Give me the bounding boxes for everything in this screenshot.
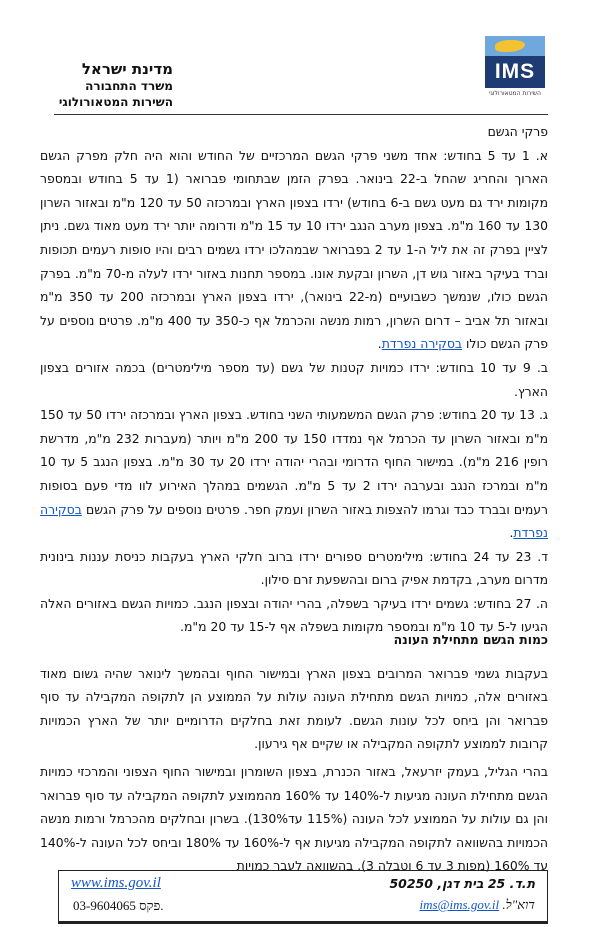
ims-logo [485, 36, 545, 98]
list-marker: ד. [537, 548, 548, 564]
list-item [40, 144, 548, 356]
letterhead-service: השירות המטאורולוגי [58, 95, 173, 109]
logo-map-graphic [485, 36, 545, 56]
email-line [420, 897, 536, 913]
postal-address: ת.ד. 25 בית דגן, 50250 [389, 876, 535, 891]
list-item-tail: . [509, 525, 514, 541]
section-title: פרקי הגשם [487, 124, 548, 139]
fax-label: פקס. [139, 898, 164, 913]
list-marker: ג. [538, 407, 548, 423]
separate-review-link[interactable]: בסקירה נפרדת [381, 336, 463, 352]
paragraph: בהרי הגליל, בעמק יזרעאל, באזור הכנרת, בצפון השומרון ובמישור החוף הצפוני והמרכזי כמויות הגשם מתחילת העונה מגיעות ל-140% עד 160% מהממוצע לתקופה המקבילה עד סוף פברואר והן גם עולות על הממוצע לכל העונה (115% עד130%). בשרון ובחלקים מהכרמל ורמות מנשה הכמויות בהשוואה לתקופה המקבילה מגיעות אף ל-160% עד 180% וביחס לכל העונה ל-140% עד 160% (מפות 3 עד 6 וטבלה 3). בהשוואה לעבר כמויות [40, 763, 549, 874]
header-divider [54, 114, 548, 115]
list-item-text: 1 עד 5 בחודש: אחד משני פרקי הגשם המרכזיים של החודש והוא היה חלק מפרק הגשם הארוך והחריג שהחל ב-22 בינואר. בפרק הזמן שבתחומי פברואר (1 עד 5 בחודש ובמספר מקומות ירד גם מעט גשם ב-6 בחודש) ירדו בצפון הארץ ובמרכזה 50 עד 120 מ"מ ובאזור השרון 130 עד 160 מ"מ. בצפון מערב הנגב ירדו 10 עד 15 מ"מ ודרומה יותר ירד מעט מאוד גשם. ניתן לציין בפרק זה את ליל ה-1 עד 2 בפברואר שבמהלכו ירדו גשמים רבים והיו סופות רעמים תכופות וברד בעיקר באזור גוש דן, השרון ובקעת אונו. במספר תחנות באזור ירדו לעלה מ-70 מ"מ. בפרק הגשם כולו, שנמשך כשבועיים (מ-22 בינואר), ירדו בצפון הארץ ובמרכזה 200 עד 350 מ"מ ובאזור תל אביב – דרום השרון, רמות מנשה והכרמל אף כ-350 עד 400 מ"מ. פרטים נוספים על פרק הגשם כולו [40, 147, 548, 352]
email-link[interactable]: ims@ims.gov.il [419, 897, 500, 912]
letterhead-ministry: משרד התחבורה [85, 79, 173, 93]
fax-number: 03-9604065 [73, 898, 136, 913]
list-item-tail: . [377, 336, 382, 352]
footer-box [58, 870, 548, 924]
logo-subtitle: השירות המטאורולוגי [489, 90, 541, 97]
letterhead-state: מדינת ישראל [81, 60, 173, 78]
email-label: דוא"ל. [502, 897, 535, 912]
list-item [40, 545, 548, 592]
list-marker: ה. [535, 595, 548, 611]
website-link[interactable]: www.ims.gov.il [71, 875, 161, 891]
list-item-text: 27 בחודש: גשמים ירדו בעיקר בשפלה, בהרי יהודה ובצפון הנגב. כמויות הגשם באזורים האלה הגיעו ל-5 עד 10 מ"מ ובמספר מקומות בשפלה אף ל-15 עד 20 מ"מ. [40, 595, 548, 635]
list-item [40, 356, 548, 403]
letterhead [13, 60, 173, 110]
list-item-text: 23 עד 24 בחודש: מילימטרים ספורים ירדו ברוב חלקי הארץ בעקבות כניסת עננות בינונית מדרום מערב, בקדמת אפיק ברום ובהשפעת זרם סילון. [40, 548, 548, 588]
list-marker: ב. [536, 359, 548, 375]
list-item-text: 13 עד 20 בחודש: פרק הגשם המשמעותי השני בחודש. בצפון הארץ ובמרכזה ירדו 50 עד 150 מ"מ ובאזור השרון עד הכרמל אף נמדדו 150 עד 200 מ"מ ויותר (מעברות 232 מ"מ, מדרשת רופין 216 מ"מ). במישור החוף הדרומי ובהרי יהודה ירדו 20 עד 30 מ"מ. בצפון הנגב 5 עד 10 מ"מ ובמרכז הנגב ובערבה ירדו 2 עד 5 מ"מ. הגשמים במהלך האירוע לוו מדי פעם בסופות רעמים ובברד כבד וגרמו להצפות באזור השרון ועמק חפר. פרטים נוספים על פרק הגשם [40, 407, 549, 517]
fax-line [73, 898, 164, 914]
logo-text: IMS [485, 56, 545, 88]
list-item-text: 9 עד 10 בחודש: ירדו כמויות קטנות של גשם (עד מספר מילימטרים) בכמה אזורים בצפון הארץ. [40, 359, 548, 399]
separate-review-link[interactable]: בסקירה נפרדת [40, 501, 548, 541]
list-item [40, 403, 548, 545]
rain-episodes-section [40, 120, 548, 639]
paragraph: בעקבות גשמי פברואר המרובים בצפון הארץ ובמישור החוף ובהמשך לינואר שהיה גשום מאוד באזורים אלה, כמויות הגשם מתחילת העונה עולות על הממוצע הן לתקופה המקבילה עד סוף פברואר והן ביחס לכל עונות הגשם. לעומת זאת בחלקים הדרומיים יותר של הארץ הכמויות קרובות לממוצע לתקופה המקבילה או שקיים אף גירעון. [40, 665, 548, 752]
section-title: כמות הגשם מתחילת העונה [393, 632, 548, 647]
season-rain-section [40, 628, 548, 882]
list-marker: א. [535, 147, 548, 163]
